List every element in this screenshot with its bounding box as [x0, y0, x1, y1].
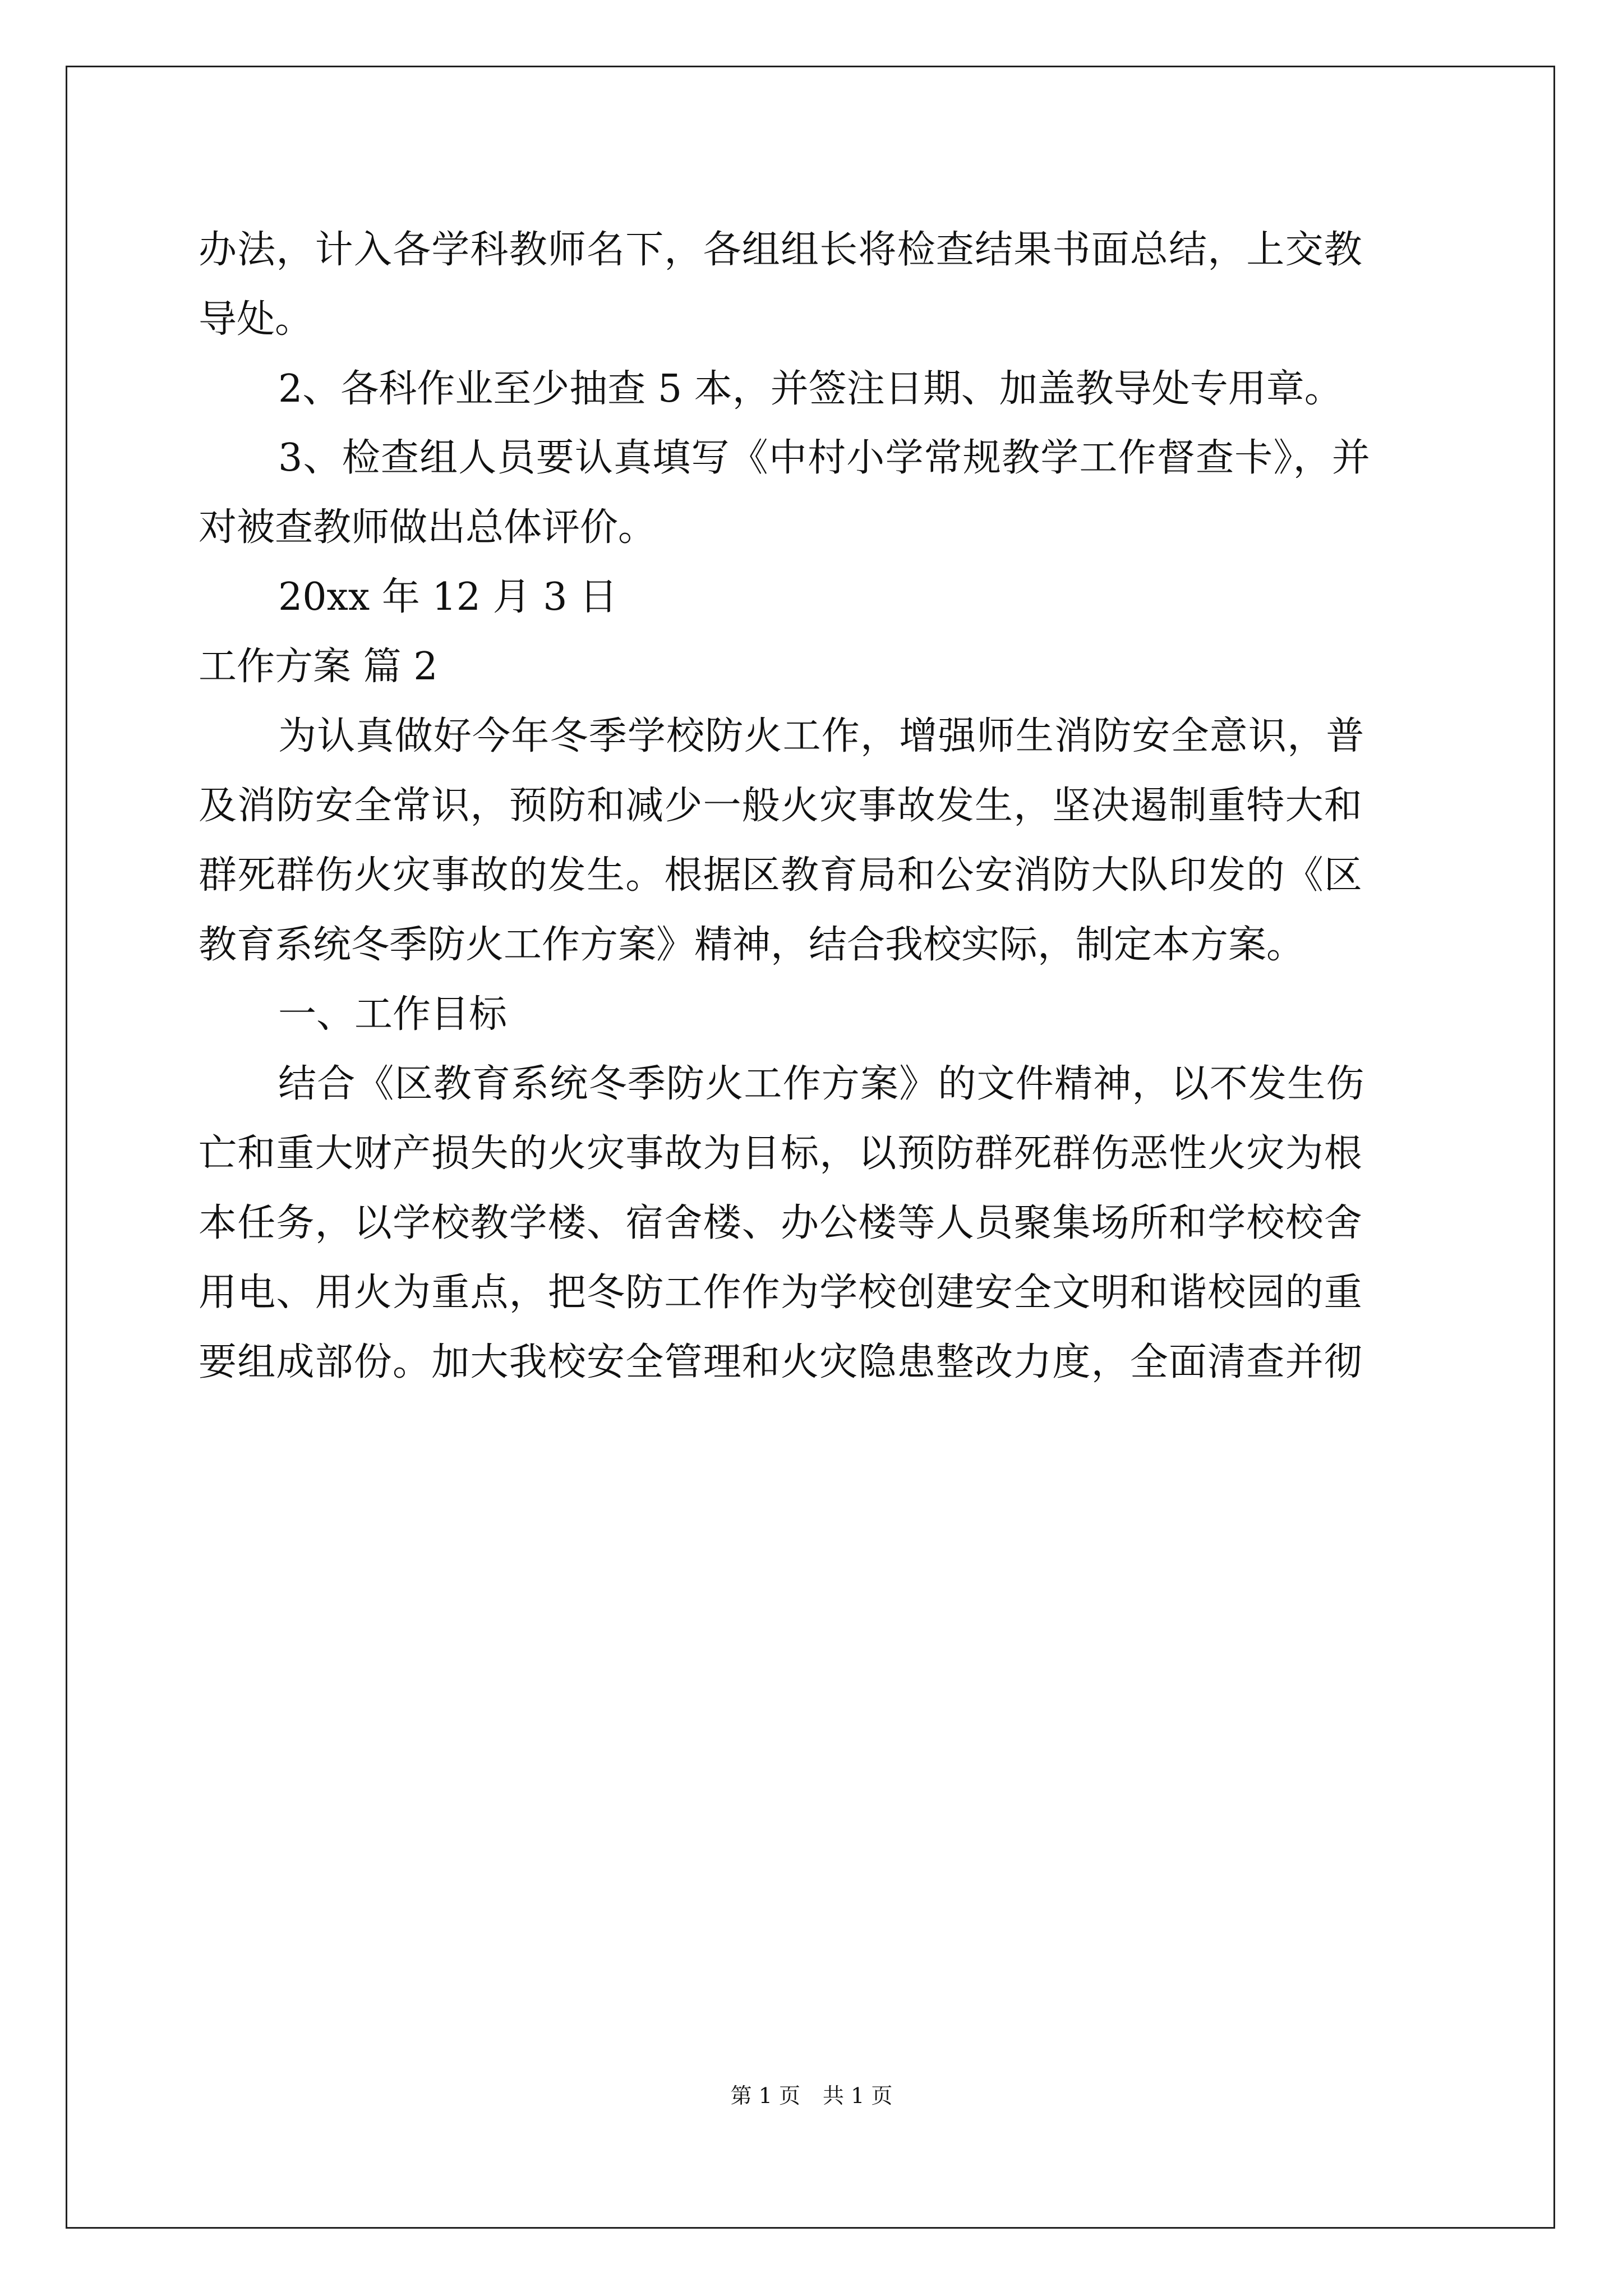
text-line: 办法，计入各学科教师名下，各组组长将检查结果书面总结，上交教: [199, 228, 1363, 272]
text-line: 教育系统冬季防火工作方案》精神，结合我校实际，制定本方案。: [199, 923, 1305, 967]
text-line: 群死群伤火灾事故的发生。根据区教育局和公安消防大队印发的《区: [199, 853, 1363, 898]
date-line: 20xx 年 12 月 3 日: [278, 575, 618, 619]
page-total: 共 1 页: [823, 2083, 893, 2108]
text-line: 及消防安全常识，预防和减少一般火灾事故发生，坚决遏制重特大和: [199, 784, 1363, 828]
page-number: 第 1 页: [730, 2083, 800, 2108]
text-line: 导处。: [199, 297, 313, 342]
text-line: 结合《区教育系统冬季防火工作方案》的文件精神，以不发生伤: [278, 1062, 1365, 1106]
text-line: 用电、用火为重点，把冬防工作作为学校创建安全文明和谐校园的重: [199, 1271, 1363, 1315]
text-line: 2、各科作业至少抽查 5 本，并签注日期、加盖教导处专用章。: [278, 367, 1343, 411]
page-footer: [0, 2085, 1623, 2106]
text-line: 3、检查组人员要认真填写《中村小学常规教学工作督查卡》，并: [278, 436, 1371, 480]
section-title: 工作方案 篇 2: [199, 645, 438, 689]
heading-line: 一、工作目标: [278, 992, 508, 1037]
text-line: 为认真做好今年冬季学校防火工作，增强师生消防安全意识，普: [278, 714, 1365, 758]
text-line: 要组成部份。加大我校安全管理和火灾隐患整改力度，全面清查并彻: [199, 1340, 1363, 1384]
text-line: 亡和重大财产损失的火灾事故为目标，以预防群死群伤恶性火灾为根: [199, 1131, 1363, 1176]
text-line: 对被查教师做出总体评价。: [199, 505, 657, 550]
text-line: 本任务，以学校教学楼、宿舍楼、办公楼等人员聚集场所和学校校舍: [199, 1201, 1363, 1245]
